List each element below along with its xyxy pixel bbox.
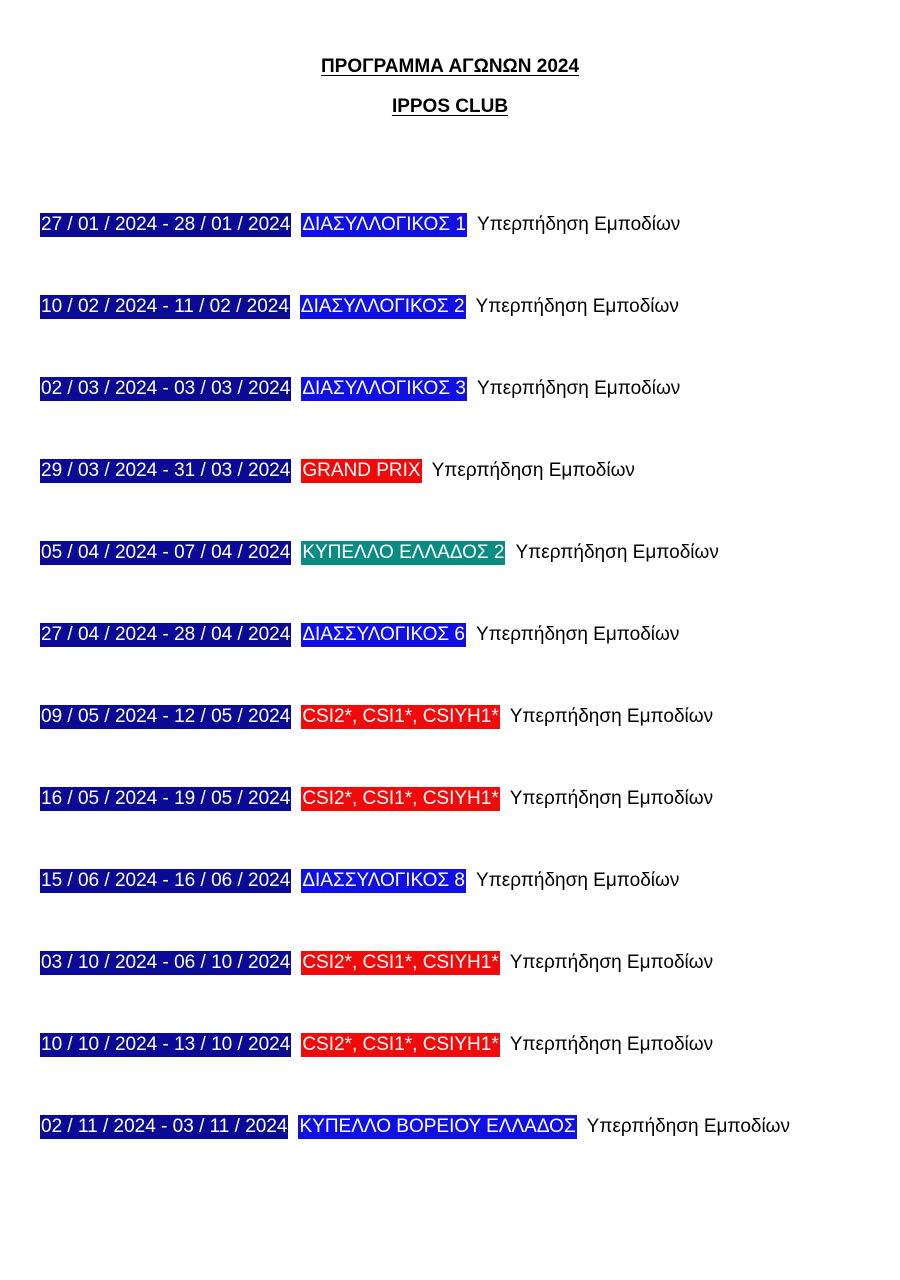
event-schedule-list bbox=[40, 213, 880, 1197]
event-name-tag: ΔΙΑΣΥΛΛΟΓΙΚΟΣ 2 bbox=[300, 296, 465, 317]
document-title: ΠΡΟΓΡΑΜΜΑ ΑΓΩΝΩΝ 2024 bbox=[320, 56, 580, 77]
event-date-range: 10 / 10 / 2024 - 13 / 10 / 2024 bbox=[41, 1034, 291, 1055]
event-date-range: 03 / 10 / 2024 - 06 / 10 / 2024 bbox=[41, 952, 291, 973]
event-name-tag: ΔΙΑΣΥΛΛΟΓΙΚΟΣ 1 bbox=[302, 214, 466, 235]
event-row bbox=[40, 1115, 880, 1139]
event-name-tag: GRAND PRIX bbox=[302, 460, 421, 481]
event-row bbox=[40, 787, 880, 811]
event-discipline: Υπερπήδηση Εμποδίων bbox=[475, 296, 679, 317]
event-discipline: Υπερπήδηση Εμποδίων bbox=[509, 1034, 714, 1055]
event-date-range: 10 / 02 / 2024 - 11 / 02 / 2024 bbox=[41, 296, 289, 317]
event-discipline: Υπερπήδηση Εμποδίων bbox=[431, 460, 635, 481]
event-date-range: 09 / 05 / 2024 - 12 / 05 / 2024 bbox=[41, 706, 291, 727]
event-name-tag: CSI2*, CSI1*, CSIYH1* bbox=[302, 952, 499, 973]
event-date-range: 27 / 01 / 2024 - 28 / 01 / 2024 bbox=[41, 214, 291, 235]
event-row bbox=[40, 951, 880, 975]
event-discipline: Υπερπήδηση Εμποδίων bbox=[476, 214, 681, 235]
event-date-range: 16 / 05 / 2024 - 19 / 05 / 2024 bbox=[41, 788, 291, 809]
event-date-range: 27 / 04 / 2024 - 28 / 04 / 2024 bbox=[41, 624, 291, 645]
event-date-range: 02 / 03 / 2024 - 03 / 03 / 2024 bbox=[41, 378, 291, 399]
event-discipline: Υπερπήδηση Εμποδίων bbox=[515, 542, 719, 563]
event-row bbox=[40, 623, 880, 647]
document-title-container bbox=[0, 56, 900, 78]
event-name-tag: CSI2*, CSI1*, CSIYH1* bbox=[302, 1034, 499, 1055]
event-date-range: 05 / 04 / 2024 - 07 / 04 / 2024 bbox=[41, 542, 291, 563]
event-row bbox=[40, 295, 880, 319]
event-row bbox=[40, 459, 880, 483]
event-name-tag: CSI2*, CSI1*, CSIYH1* bbox=[302, 706, 499, 727]
event-discipline: Υπερπήδηση Εμποδίων bbox=[509, 788, 714, 809]
event-name-tag: ΔΙΑΣΣΥΛΟΓΙΚΟΣ 6 bbox=[302, 624, 465, 645]
event-discipline: Υπερπήδηση Εμποδίων bbox=[475, 870, 680, 891]
event-discipline: Υπερπήδηση Εμποδίων bbox=[475, 624, 680, 645]
event-date-range: 02 / 11 / 2024 - 03 / 11 / 2024 bbox=[41, 1116, 288, 1137]
event-date-range: 29 / 03 / 2024 - 31 / 03 / 2024 bbox=[41, 460, 291, 481]
event-row bbox=[40, 705, 880, 729]
document-subtitle-container bbox=[0, 96, 900, 118]
event-name-tag: CSI2*, CSI1*, CSIYH1* bbox=[302, 788, 499, 809]
event-name-tag: ΚΥΠΕΛΛΟ ΒΟΡΕΙΟΥ ΕΛΛΑΔΟΣ bbox=[299, 1116, 576, 1137]
event-row bbox=[40, 377, 880, 401]
event-row bbox=[40, 213, 880, 237]
document-subtitle: IPPOS CLUB bbox=[391, 96, 509, 117]
event-discipline: Υπερπήδηση Εμποδίων bbox=[476, 378, 681, 399]
event-row bbox=[40, 541, 880, 565]
event-row bbox=[40, 1033, 880, 1057]
event-discipline: Υπερπήδηση Εμποδίων bbox=[509, 706, 714, 727]
event-name-tag: ΔΙΑΣΣΥΛΟΓΙΚΟΣ 8 bbox=[302, 870, 465, 891]
event-discipline: Υπερπήδηση Εμποδίων bbox=[586, 1116, 791, 1137]
event-discipline: Υπερπήδηση Εμποδίων bbox=[509, 952, 714, 973]
event-name-tag: ΔΙΑΣΥΛΛΟΓΙΚΟΣ 3 bbox=[302, 378, 466, 399]
event-row bbox=[40, 869, 880, 893]
event-date-range: 15 / 06 / 2024 - 16 / 06 / 2024 bbox=[41, 870, 291, 891]
event-name-tag: ΚΥΠΕΛΛΟ ΕΛΛΑΔΟΣ 2 bbox=[302, 542, 505, 563]
